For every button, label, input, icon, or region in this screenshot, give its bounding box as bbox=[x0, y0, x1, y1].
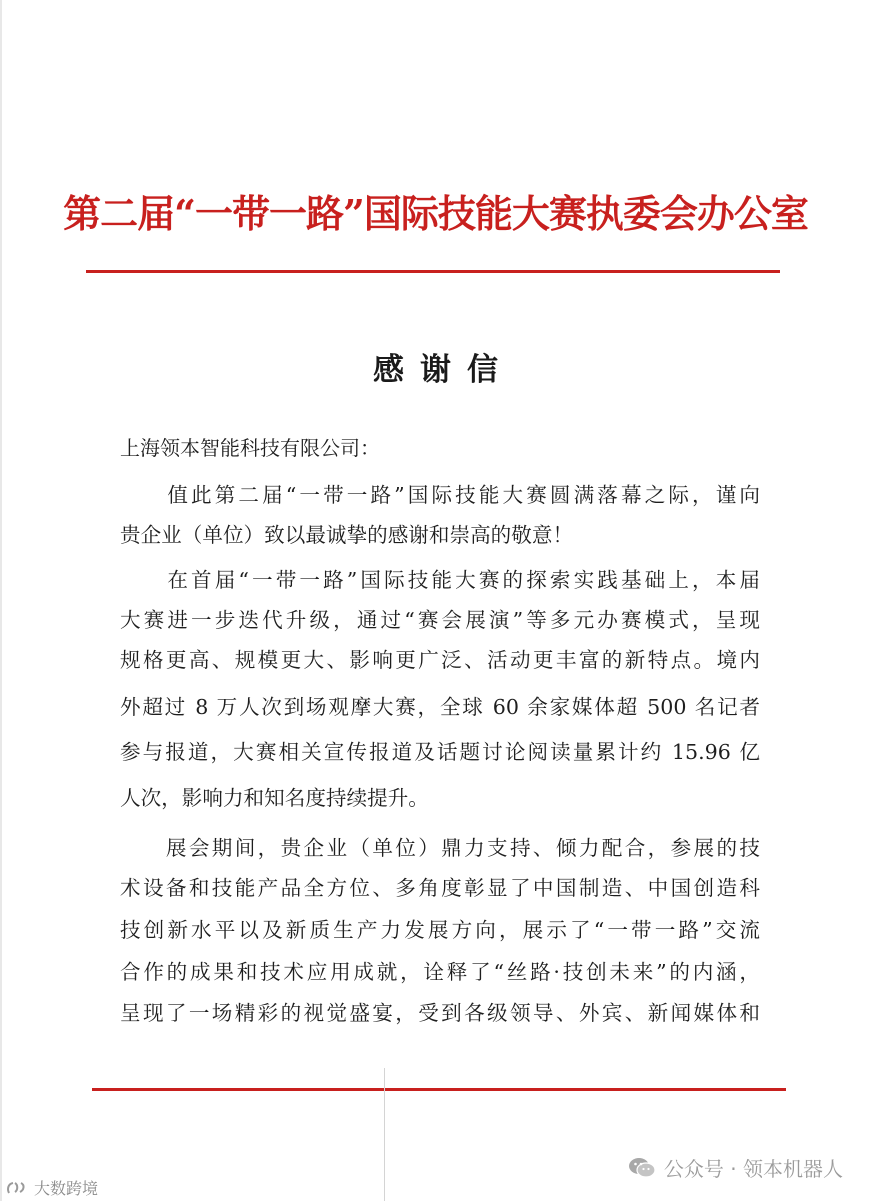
watermark-right bbox=[628, 1153, 843, 1182]
body-line: 人次，影响力和知名度持续提升。 bbox=[120, 786, 429, 810]
body-line: 展会期间，贵企业（单位）鼎力支持、倾力配合，参展的技 bbox=[120, 836, 760, 860]
body-line: 参与报道，大赛相关宣传报道及话题讨论阅读量累计约 15.96 亿 bbox=[120, 740, 760, 764]
page-edge bbox=[0, 0, 2, 1201]
body-line: 呈现了一场精彩的视觉盛宴，受到各级领导、外宾、新闻媒体和 bbox=[120, 1001, 760, 1025]
dashu-logo-icon bbox=[6, 1180, 28, 1196]
scan-fold-mark bbox=[384, 1068, 385, 1201]
body-line: 技创新水平以及新质生产力发展方向，展示了“一带一路”交流 bbox=[120, 918, 760, 942]
body-line: 规格更高、规模更大、影响更广泛、活动更丰富的新特点。境内 bbox=[120, 648, 760, 672]
body-line: 值此第二届“一带一路”国际技能大赛圆满落幕之际，谨向 bbox=[120, 483, 760, 507]
body-line: 贵企业（单位）致以最诚挚的感谢和崇高的敬意！ bbox=[120, 523, 574, 547]
document-title: 感谢信 bbox=[373, 352, 514, 388]
body-line: 大赛进一步迭代升级，通过“赛会展演”等多元办赛模式，呈现 bbox=[120, 608, 760, 632]
footer-rule bbox=[92, 1088, 786, 1091]
watermark-right-text: 公众号 · 领本机器人 bbox=[663, 1157, 843, 1181]
body-line: 合作的成果和技术应用成就，诠释了“丝路·技创未来”的内涵， bbox=[120, 960, 760, 984]
body-line: 外超过 8 万人次到场观摩大赛，全球 60 余家媒体超 500 名记者 bbox=[120, 695, 760, 719]
watermark-left bbox=[6, 1176, 98, 1199]
salutation: 上海领本智能科技有限公司： bbox=[120, 436, 380, 460]
letterhead-rule-top bbox=[86, 270, 780, 273]
body-line: 在首届“一带一路”国际技能大赛的探索实践基础上，本届 bbox=[120, 568, 760, 592]
body-line: 术设备和技能产品全方位、多角度彰显了中国制造、中国创造科 bbox=[120, 876, 760, 900]
letterhead-title: 第二届“一带一路”国际技能大赛执委会办公室 bbox=[63, 191, 808, 236]
wechat-icon bbox=[628, 1156, 656, 1180]
watermark-left-text: 大数跨境 bbox=[34, 1179, 99, 1198]
